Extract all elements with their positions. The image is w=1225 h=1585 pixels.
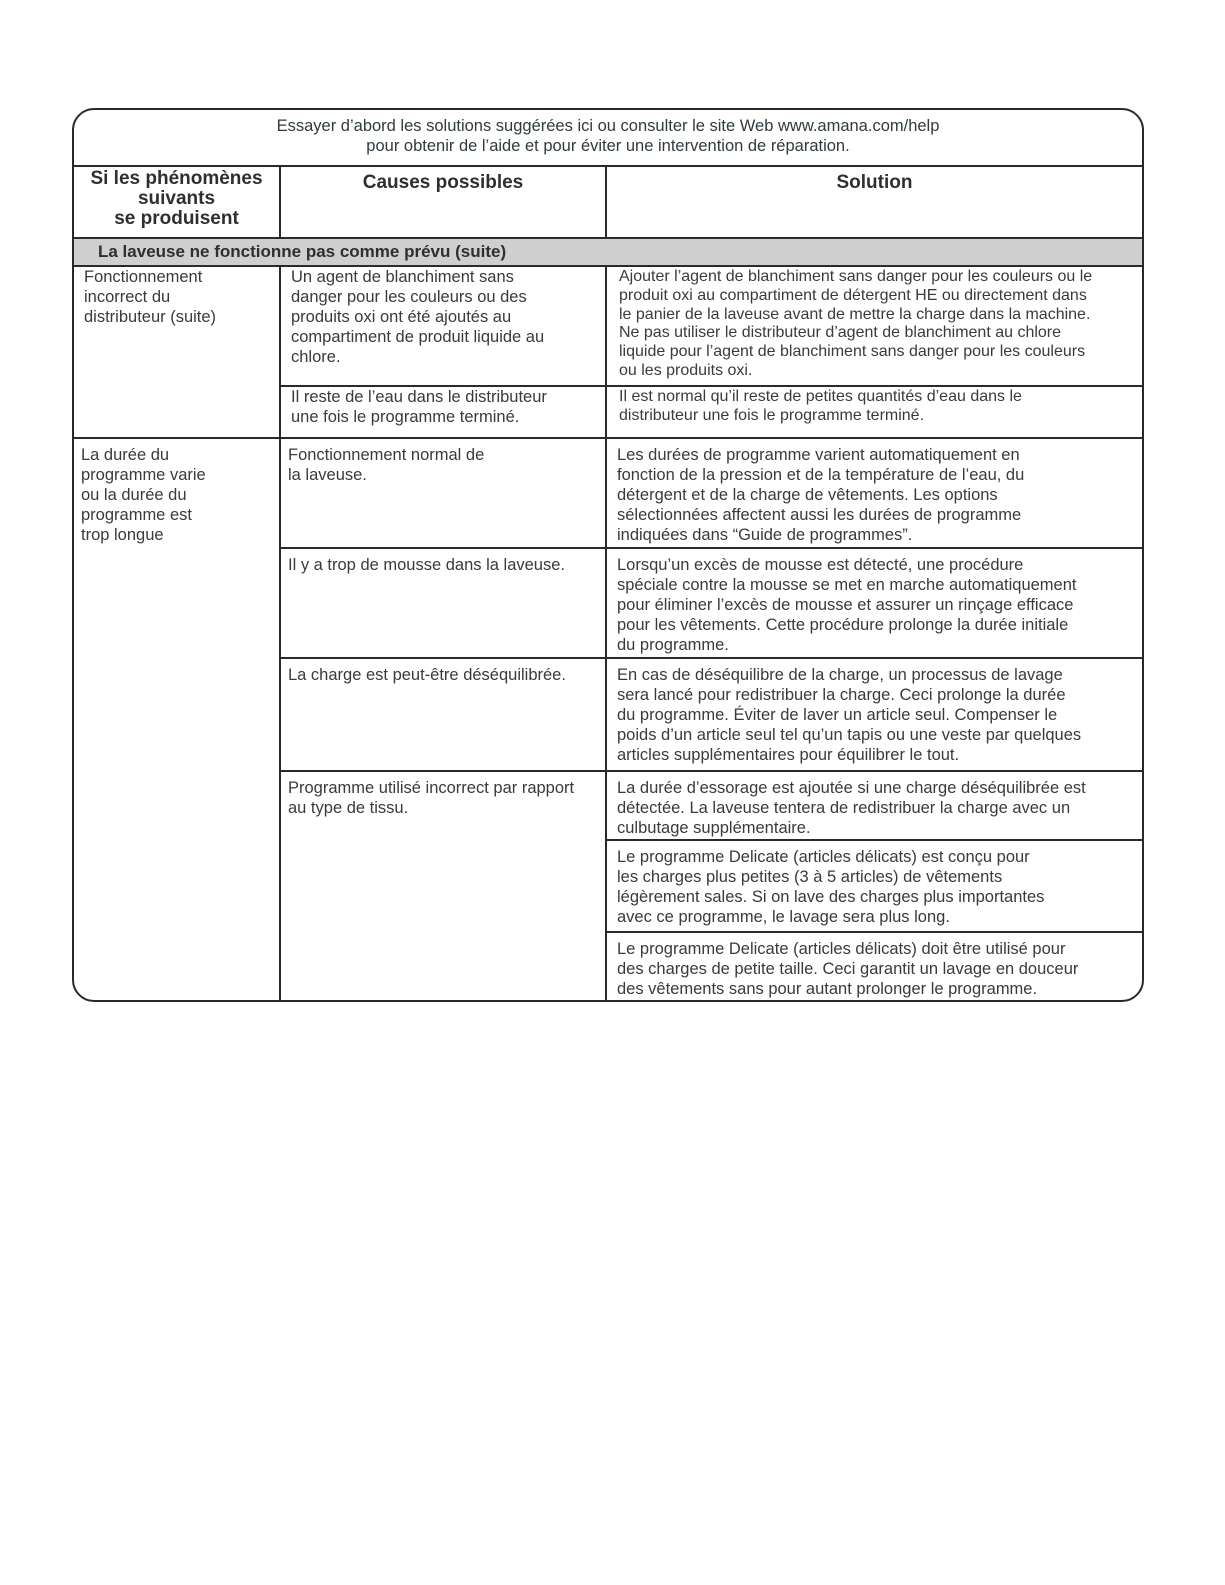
cause-cell: Il reste de l’eau dans le distributeur une fois le programme terminé. (280, 386, 606, 438)
symptom-cell: Fonctionnement incorrect du distributeur (suite) (74, 266, 280, 438)
cause-cell: La charge est peut-être déséquilibrée. (280, 658, 606, 771)
cause-cell: Il y a trop de mousse dans la laveuse. (280, 548, 606, 658)
table-body (74, 238, 1142, 1000)
cause-cell: Un agent de blanchiment sans danger pour les couleurs ou des produits oxi ont été ajoutés au compartiment de produit liquide au chlore. (280, 266, 606, 386)
header-symptom-line: suivants (137, 188, 216, 209)
header-symptom (74, 167, 280, 238)
solution-cell: Il est normal qu’il reste de petites quantités d’eau dans le distributeur une fois le programme terminé. (606, 386, 1142, 438)
table-row (74, 266, 1142, 386)
cause-cell: Fonctionnement normal de la laveuse. (280, 438, 606, 548)
solution-cell: Le programme Delicate (articles délicats) est conçu pour les charges plus petites (3 à 5 articles) de vêtements légèrement sales. Si on lave des charges plus importantes avec ce programme, le lavage sera plus long. (606, 840, 1142, 932)
solution-cell: Lorsqu’un excès de mousse est détecté, une procédure spéciale contre la mousse se met en marche automatiquement pour éliminer l’excès de mousse et assurer un rinçage efficace pour les vêtements. Cette procédure prolonge la durée initiale du programme. (606, 548, 1142, 658)
troubleshooting-table (74, 167, 1142, 1000)
intro-line-2: pour obtenir de l’aide et pour éviter une intervention de réparation. (366, 136, 850, 155)
cause-cell: Programme utilisé incorrect par rapport au type de tissu. (280, 771, 606, 1000)
section-row (74, 238, 1142, 266)
solution-cell: En cas de déséquilibre de la charge, un processus de lavage sera lancé pour redistribuer la charge. Ceci prolonge la durée du programme. Éviter de laver un article seul. Compenser le poids d’un article seul tel qu’un tapis ou une veste par quelques articles supplémentaires pour équilibrer le tout. (606, 658, 1142, 771)
section-title: La laveuse ne fonctionne pas comme prévu (suite) (74, 238, 1142, 266)
header-row (74, 167, 1142, 238)
solution-cell: Ajouter l’agent de blanchiment sans danger pour les couleurs ou le produit oxi au compartiment de détergent HE ou directement dans le panier de la laveuse avant de mettre la charge dans la machine. Ne pas utiliser le distributeur d’agent de blanchiment au chlore liquide pour l’agent de blanchiment sans danger pour les couleurs ou les produits oxi. (606, 266, 1142, 386)
troubleshooting-table-frame (72, 108, 1144, 1002)
header-solution: Solution (606, 167, 1142, 238)
solution-cell: Le programme Delicate (articles délicats) doit être utilisé pour des charges de petite taille. Ceci garantit un lavage en douceur des vêtements sans pour autant prolonger le programme. (606, 932, 1142, 1000)
table-row (74, 438, 1142, 548)
header-causes: Causes possibles (280, 167, 606, 238)
header-symptom-line: se produisent (114, 208, 239, 229)
solution-cell: La durée d’essorage est ajoutée si une charge déséquilibrée est détectée. La laveuse tentera de redistribuer la charge avec un culbutage supplémentaire. (606, 771, 1142, 840)
intro-note (74, 110, 1142, 167)
symptom-cell: La durée du programme varie ou la durée du programme est trop longue (81, 446, 206, 544)
header-symptom-line: Si les phénomènes (90, 168, 263, 189)
solution-cell: Les durées de programme varient automatiquement en fonction de la pression et de la température de l’eau, du détergent et de la charge de vêtements. Les options sélectionnées affectent aussi les durées de programme indiquées dans “Guide de programmes”. (606, 438, 1142, 548)
intro-line-1: Essayer d’abord les solutions suggérées ici ou consulter le site Web www.amana.com/help (276, 117, 940, 135)
